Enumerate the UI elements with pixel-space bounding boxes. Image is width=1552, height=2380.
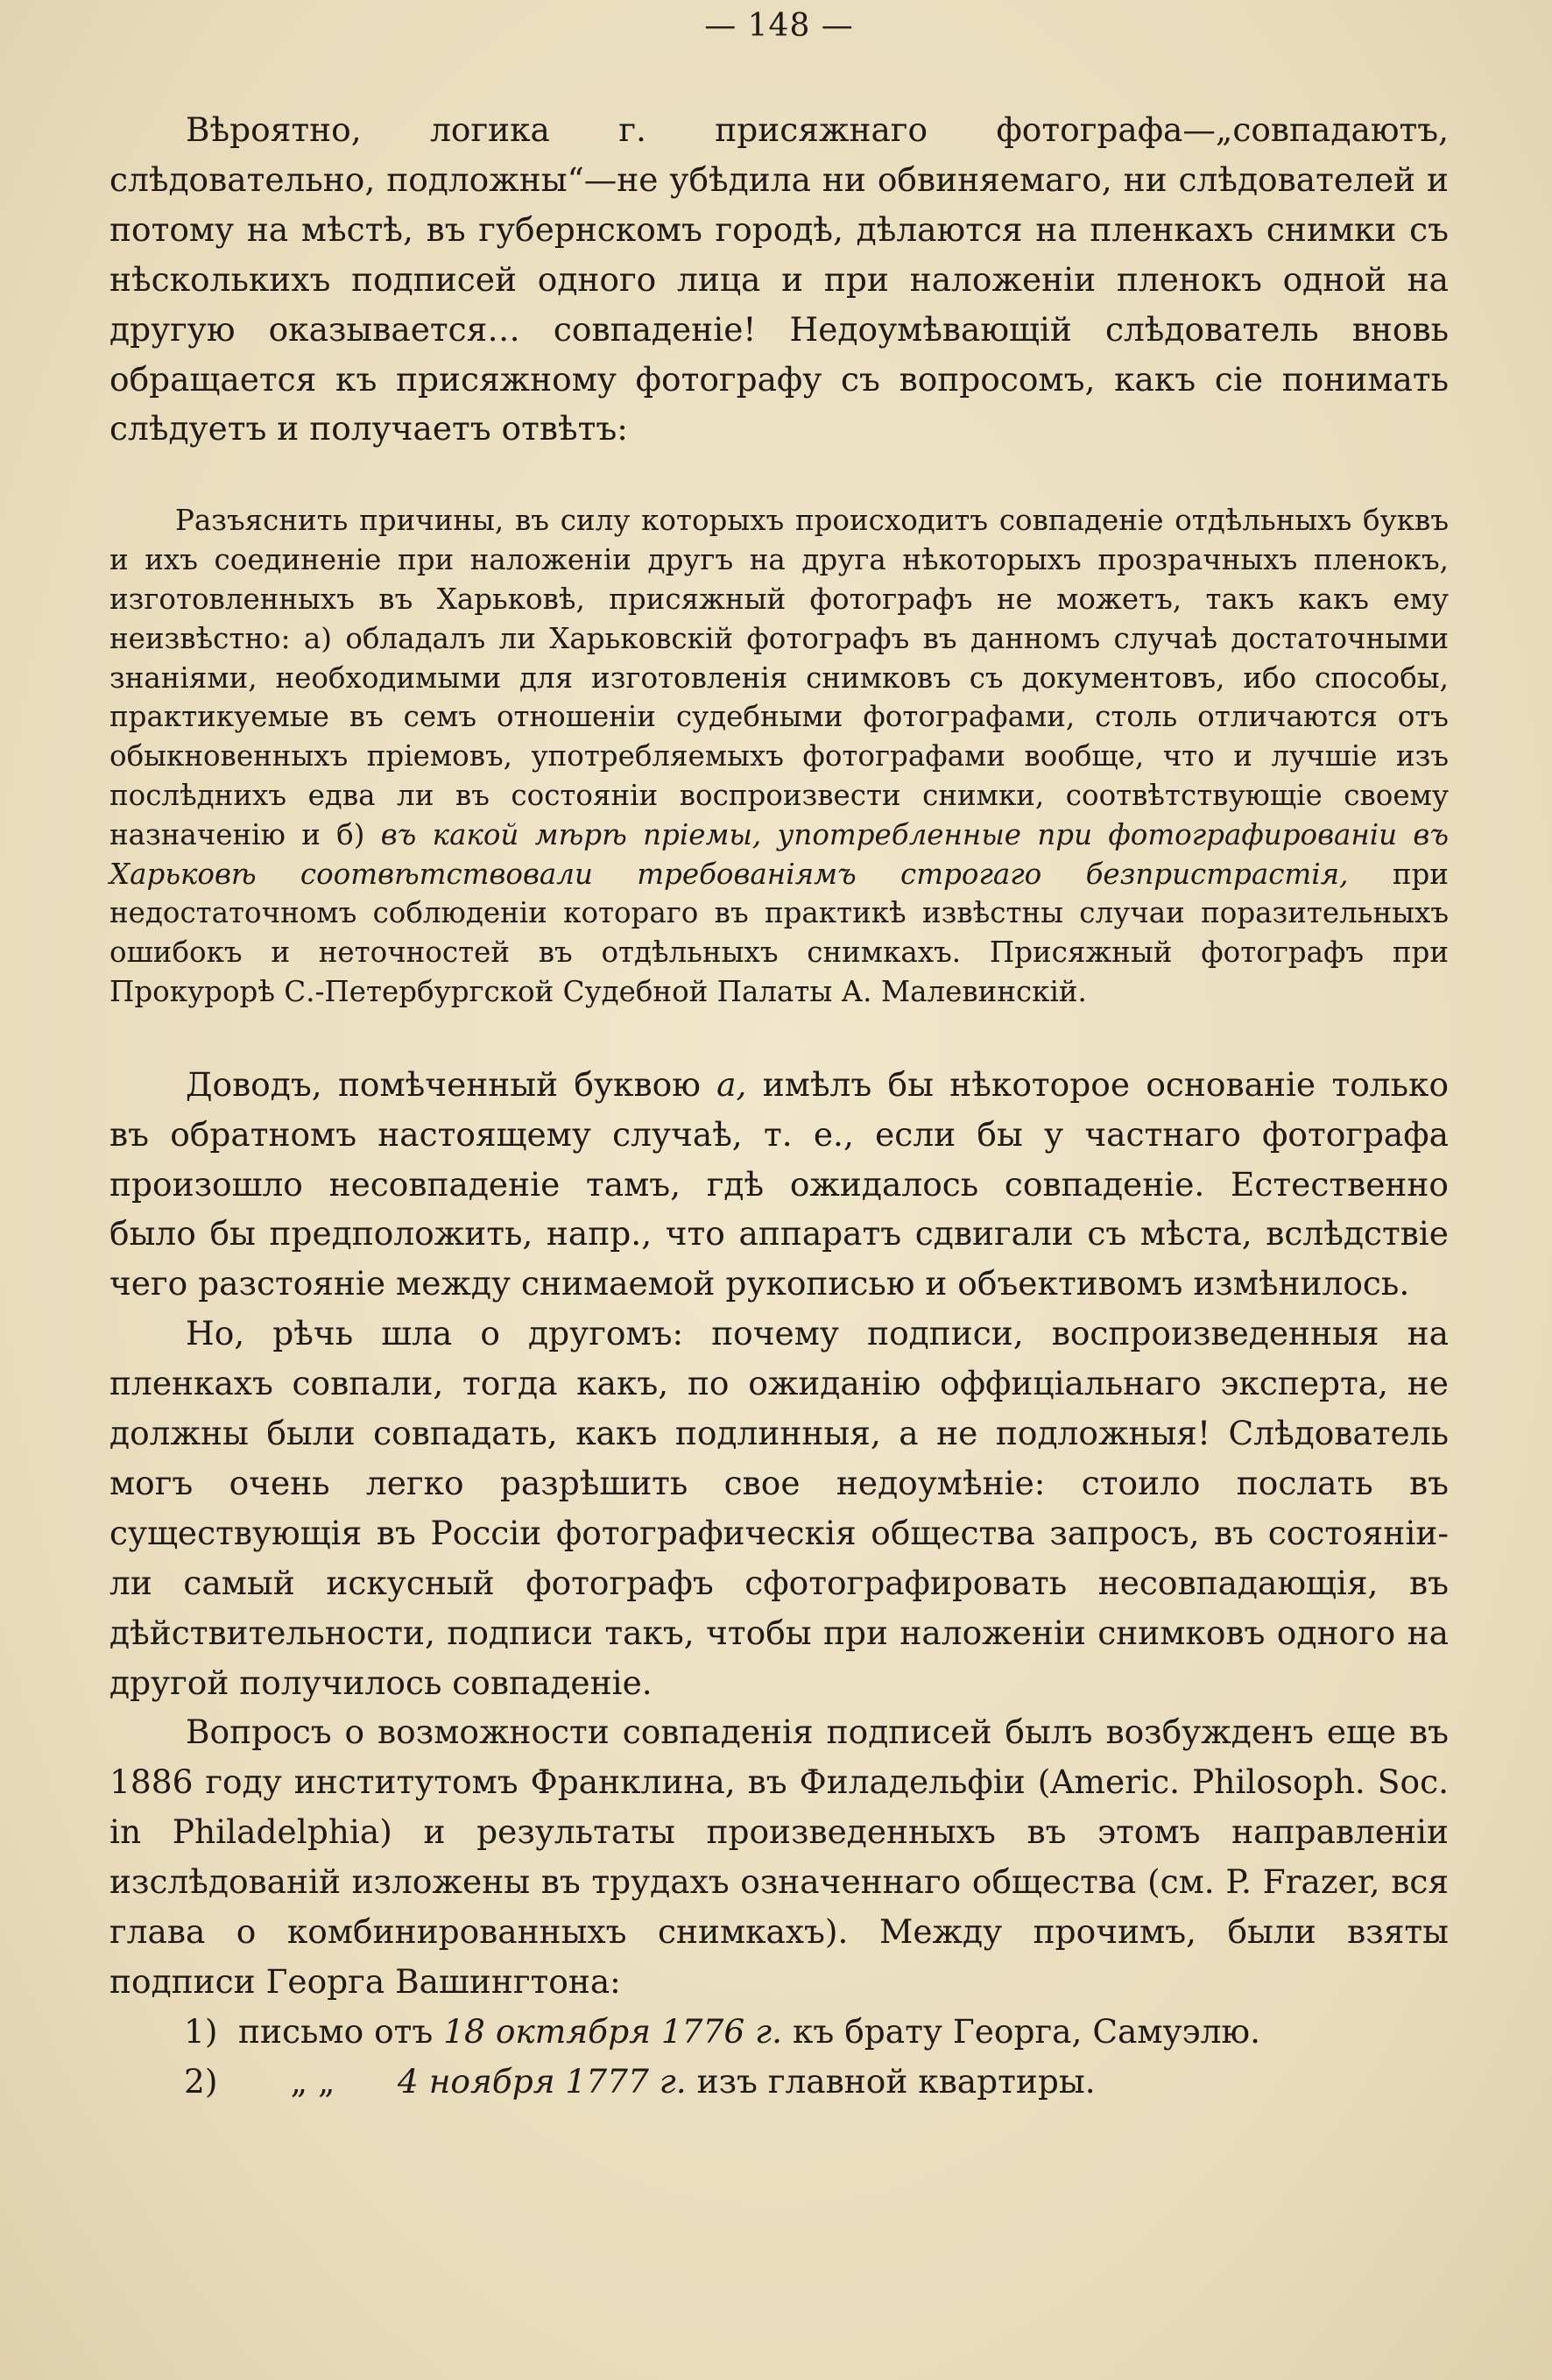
paragraph-2-part2: имѣлъ бы нѣкоторое основаніе только въ обратномъ настоящему случаѣ, т. е., если бы у частнаго фотографа произошло несовпаденіе тамъ, гдѣ ожидалось совпаденіе. Естественно было бы предположить, напр., что аппаратъ сдвигали съ мѣста, вслѣдствіе чего разстояніе между снимаемой рукописью и объективомъ измѣнилось. — [109, 1064, 1450, 1303]
quoted-answer — [109, 501, 1449, 1011]
list-item-number: 1) — [184, 2011, 218, 2051]
list-item-date: 4 ноября 1777 г. — [397, 2061, 687, 2101]
list-item — [109, 2057, 1449, 2107]
page-number: — 148 — — [704, 8, 854, 44]
paragraph-4: Вопросъ о возможности совпаденія подписей былъ возбужденъ еще въ 1886 году институтомъ Франклина, въ Филадельфіи (Americ. Philosoph. Soc. in Philadelphia) и результаты произведенныхъ въ этомъ направленіи изслѣдованій изложены въ трудахъ означеннаго общества (см. P. Frazer, вся глава о комбинированныхъ снимкахъ). Между прочимъ, были взяты подписи Георга Вашингтона: — [109, 1713, 1449, 2002]
list-item-text: къ брату Георга, Самуэлю. — [792, 2011, 1260, 2051]
paragraph-2-letter: а, — [716, 1064, 747, 1104]
list-item — [109, 2007, 1449, 2057]
list-item-date: 18 октября 1776 г. — [443, 2011, 783, 2051]
list-item-ditto: „ „ — [290, 2061, 335, 2101]
list-item-prefix: письмо отъ — [238, 2011, 434, 2051]
quote-text-part1: Разъяснить причины, въ силу которыхъ происходитъ совпаденіе отдѣльныхъ буквъ и ихъ соединеніе при наложеніи другъ на друга нѣкоторыхъ прозрачныхъ пленокъ, изготовленныхъ въ Харьковѣ, присяжный фотографъ не можетъ, такъ какъ ему неизвѣстно: а) обладалъ ли Харьковскій фотографъ въ данномъ случаѣ достаточными знаніями, необходимыми для изготовленія снимковъ съ документовъ, ибо способы, практикуемые въ семъ отношеніи судебными фотографами, столь отличаются отъ обыкновенныхъ пріемовъ, употребляемыхъ фотографами вообще, что и лучшіе изъ послѣднихъ едва ли въ состояніи воспроизвести снимки, соотвѣтствующіе своему назначенію и б) — [109, 504, 1449, 851]
paragraph-2 — [109, 1060, 1449, 1310]
paragraph-2-part1: Доводъ, помѣченный буквою — [186, 1064, 701, 1104]
list-item-number: 2) — [184, 2061, 218, 2101]
paragraph-3: Но, рѣчь шла о другомъ: почему подписи, воспроизведенныя на пленкахъ совпали, тогда какъ, по ожиданію оффиціальнаго эксперта, не должны были совпадать, какъ подлинныя, а не подложныя! Слѣдователь могъ очень легко разрѣшить свое недоумѣніе: стоило послать въ существующія въ Россіи фотографическія общества запросъ, въ состояніи-ли самый искусный фотографъ сфотографировать несовпадающія, въ дѣйствительности, подписи такъ, чтобы при наложеніи снимковъ одного на другой получилось совпаденіе. — [109, 1314, 1449, 1702]
paragraph-1: Вѣроятно, логика г. присяжнаго фотографа—„совпадаютъ, слѣдовательно, подложны“—не убѣдила ни обвиняемаго, ни слѣдователей и потому на мѣстѣ, въ губернскомъ городѣ, дѣлаются на пленкахъ снимки съ нѣсколькихъ подписей одного лица и при наложеніи пленокъ одной на другую оказывается… совпаденіе! Недоумѣвающій слѣдователь вновь обращается къ присяжному фотографу съ вопросомъ, какъ сіе понимать слѣдуетъ и получаетъ отвѣтъ: — [109, 110, 1449, 448]
list-item-text: изъ главной квартиры. — [696, 2061, 1096, 2101]
quote-text-part2: при недостаточномъ соблюденіи котораго въ практикѣ извѣстны случаи поразительныхъ ошибокъ и неточностей въ отдѣльныхъ снимкахъ. Присяжный фотографъ при Прокурорѣ С.-Петербургской Судебной Палаты А. Малевинскій. — [109, 857, 1449, 1008]
signature-list — [109, 2007, 1449, 2107]
quote-italic-text: въ какой мѣрѣ пріемы, употребленные при фотографированіи въ Харьковѣ соотвѣтствовали требованіямъ строгаго безпристрастія, — [109, 817, 1449, 891]
